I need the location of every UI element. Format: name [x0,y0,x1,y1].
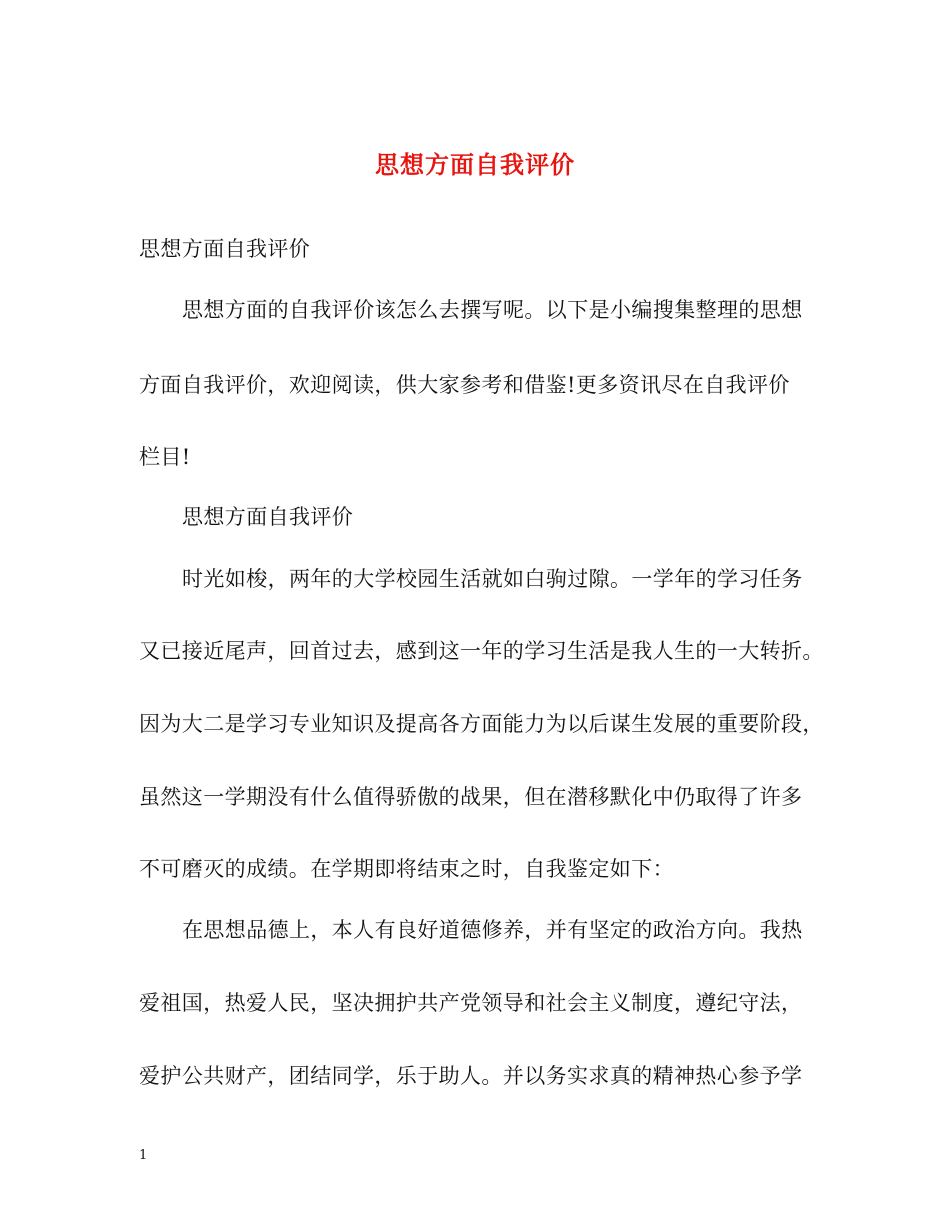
paragraph1-line-5: 不可磨灭的成绩。在学期即将结束之时，自我鉴定如下： [139,857,674,881]
subheading: 思想方面自我评价 [182,505,354,529]
paragraph2-line-2: 爱祖国，热爱人民，坚决拥护共产党领导和社会主义制度，遵纪守法， [139,991,803,1015]
document-title: 思想方面自我评价 [375,150,575,179]
paragraph1-line-3: 因为大二是学习专业知识及提高各方面能力为以后谋生发展的重要阶段， [139,712,824,736]
paragraph2-line-1: 在思想品德上，本人有良好道德修养，并有坚定的政治方向。我热 [182,918,803,942]
paragraph1-line-1: 时光如梭，两年的大学校园生活就如白驹过隙。一学年的学习任务 [182,567,803,591]
paragraph1-line-4: 虽然这一学期没有什么值得骄傲的战果，但在潜移默化中仍取得了许多 [139,785,803,809]
section-heading: 思想方面自我评价 [139,237,311,261]
paragraph2-line-3: 爱护公共财产，团结同学，乐于助人。并以务实求真的精神热心参予学 [139,1064,803,1088]
intro-line-2: 方面自我评价，欢迎阅读，供大家参考和借鉴!更多资讯尽在自我评价 [139,373,790,397]
intro-line-3: 栏目! [139,445,191,469]
paragraph1-line-2: 又已接近尾声，回首过去，感到这一年的学习生活是我人生的一大转折。 [139,639,824,663]
page-number: 1 [139,1148,148,1163]
intro-line-1: 思想方面的自我评价该怎么去撰写呢。以下是小编搜集整理的思想 [182,298,803,322]
